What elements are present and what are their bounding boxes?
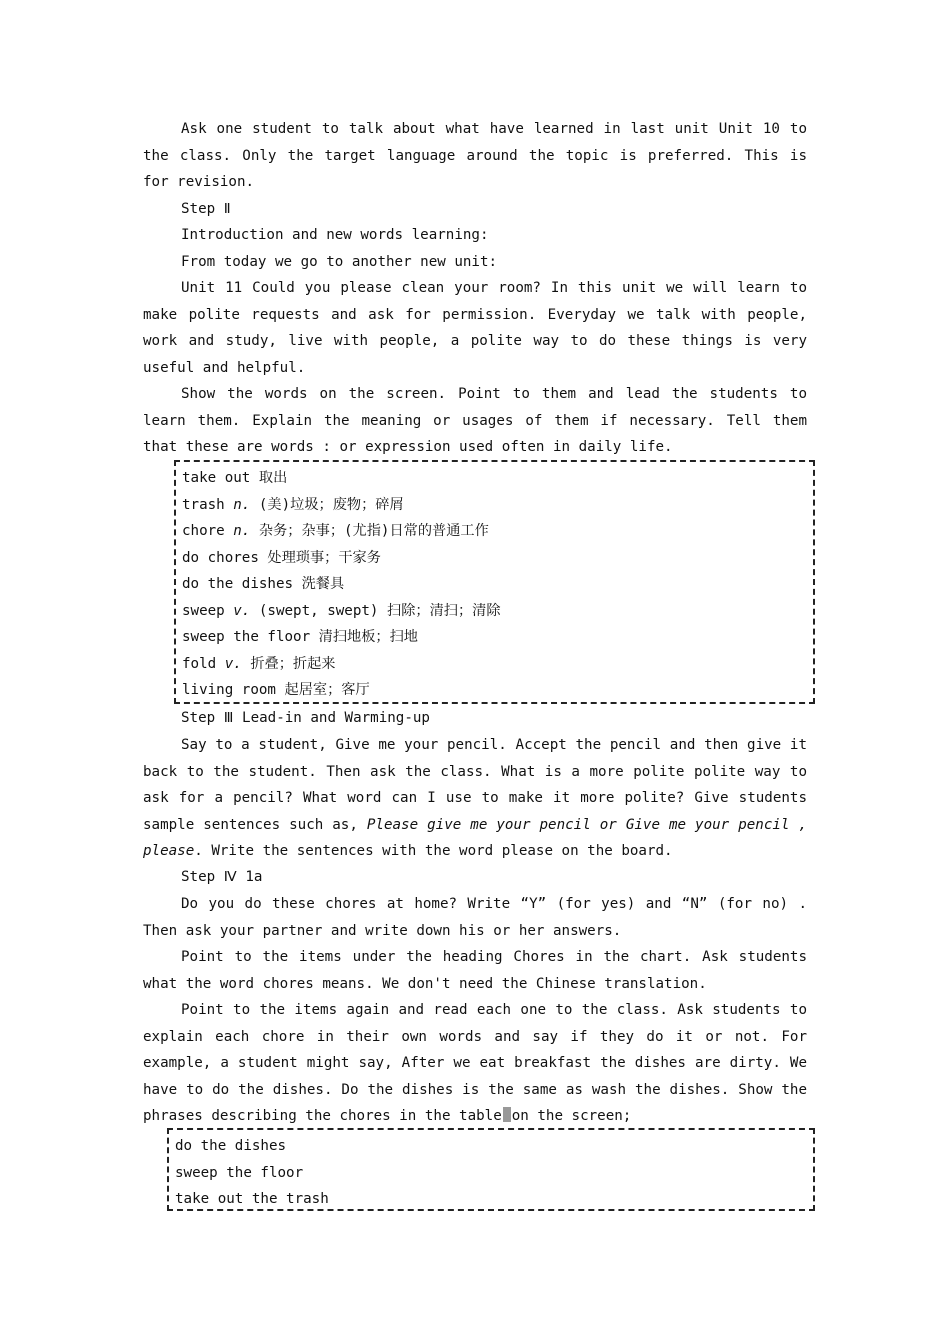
vocab-word: sweep the floor [182, 629, 319, 645]
text-cursor [503, 1107, 511, 1122]
vocab-meaning: (swept, swept) 扫除；清扫；清除 [250, 602, 501, 619]
paragraph-lead-in [143, 732, 807, 865]
vocab-item [182, 598, 813, 625]
vocab-item [182, 492, 813, 519]
vocab-item [182, 465, 813, 492]
vocab-part-of-speech: v. [233, 602, 251, 619]
vocab-word: take out [182, 470, 259, 486]
paragraph-point-items: Point to the items under the heading Chores in the chart. Ask students what the word chores means. We don't need the Chinese translation. [143, 949, 807, 992]
vocab-meaning: 取出 [258, 470, 288, 486]
from-today-line: From today we go to another new unit: [181, 254, 498, 270]
vocab-meaning: 清扫地板；扫地 [318, 629, 418, 645]
lead-in-text: Say to a student, Give me your pencil. Accept the pencil and then give it back to the student. Then ask the class. What is a more polite polite way to ask for a pencil? What word can I use to make it more polite? Give students sample sentences such as, [143, 737, 807, 833]
vocab-word: do the dishes [182, 576, 302, 592]
vocab-word: chore [182, 523, 234, 539]
vocabulary-box [174, 460, 815, 704]
vocab-meaning: 处理琐事；干家务 [267, 549, 381, 566]
paragraph-unit-11: Unit 11 Could you please clean your room? In this unit we will learn to make polite requests and ask for permission. Everyday we talk with people, work and study, live with people, a polite way to do these things is very useful and helpful. [143, 280, 807, 376]
vocab-word: trash [182, 496, 234, 513]
vocab-meaning: 洗餐具 [301, 576, 345, 592]
vocab-item [182, 624, 813, 651]
paragraph-show-words: Show the words on the screen. Point to them and lead the students to learn them. Explain the meaning or usages of them if necessary. Tell them that these are words : or expression used often in daily life. [143, 386, 807, 455]
paragraph-point-again [143, 997, 807, 1130]
vocab-word: do chores [182, 549, 268, 566]
point-again-text: Point to the items again and read each one to the class. Ask students to explain each chore in their own words and say if they do it or not. For example, a student might say, After we eat breakfast the dishes are dirty. We have to do the dishes. Do the dishes is the same as wash the dishes. Show the phrases describing the chores in the table [143, 1002, 807, 1124]
vocab-item [182, 677, 813, 704]
vocab-meaning: 起居室；客厅 [284, 682, 370, 698]
vocab-part-of-speech: n. [233, 496, 251, 513]
step-3-heading: Step Ⅲ Lead-in and Warming-up [181, 710, 430, 726]
vocab-item [182, 545, 813, 572]
vocab-meaning: 折叠；折起来 [241, 655, 336, 672]
chore-item: sweep the floor [175, 1164, 304, 1181]
lead-in-end: . Write the sentences with the word please on the board. [194, 843, 673, 859]
paragraph-do-you: Do you do these chores at home? Write “Y” (for yes) and “N” (for no) . Then ask your partner and write down his or her answers. [143, 896, 807, 939]
paragraph-revision: Ask one student to talk about what have learned in last unit Unit 10 to the class. Only the target language around the topic is preferred. This is for revision. [143, 121, 807, 190]
step-2-heading: Step Ⅱ [181, 201, 231, 217]
vocab-part-of-speech: v. [224, 655, 242, 672]
vocabulary-list [182, 465, 813, 704]
vocab-word: sweep [182, 602, 234, 619]
vocab-meaning: (美)垃圾；废物；碎屑 [250, 496, 404, 513]
vocab-part-of-speech: n. [233, 523, 251, 539]
chores-list [175, 1133, 813, 1213]
step-4-heading: Step Ⅳ 1a [181, 869, 263, 885]
chores-box [167, 1128, 815, 1211]
vocab-word: living room [182, 682, 285, 698]
lead-in-example: Please give me your pencil or Give me your pencil , please [143, 816, 807, 859]
intro-line: Introduction and new words learning: [181, 227, 489, 243]
point-again-end: on the screen; [511, 1108, 632, 1124]
vocab-item [182, 571, 813, 598]
chore-item: take out the trash [175, 1191, 329, 1207]
vocab-meaning: 杂务；杂事；(尤指)日常的普通工作 [250, 523, 489, 539]
chore-item: do the dishes [175, 1138, 287, 1154]
vocab-word: fold [182, 655, 225, 672]
vocab-item [182, 518, 813, 545]
vocab-item [182, 651, 813, 678]
